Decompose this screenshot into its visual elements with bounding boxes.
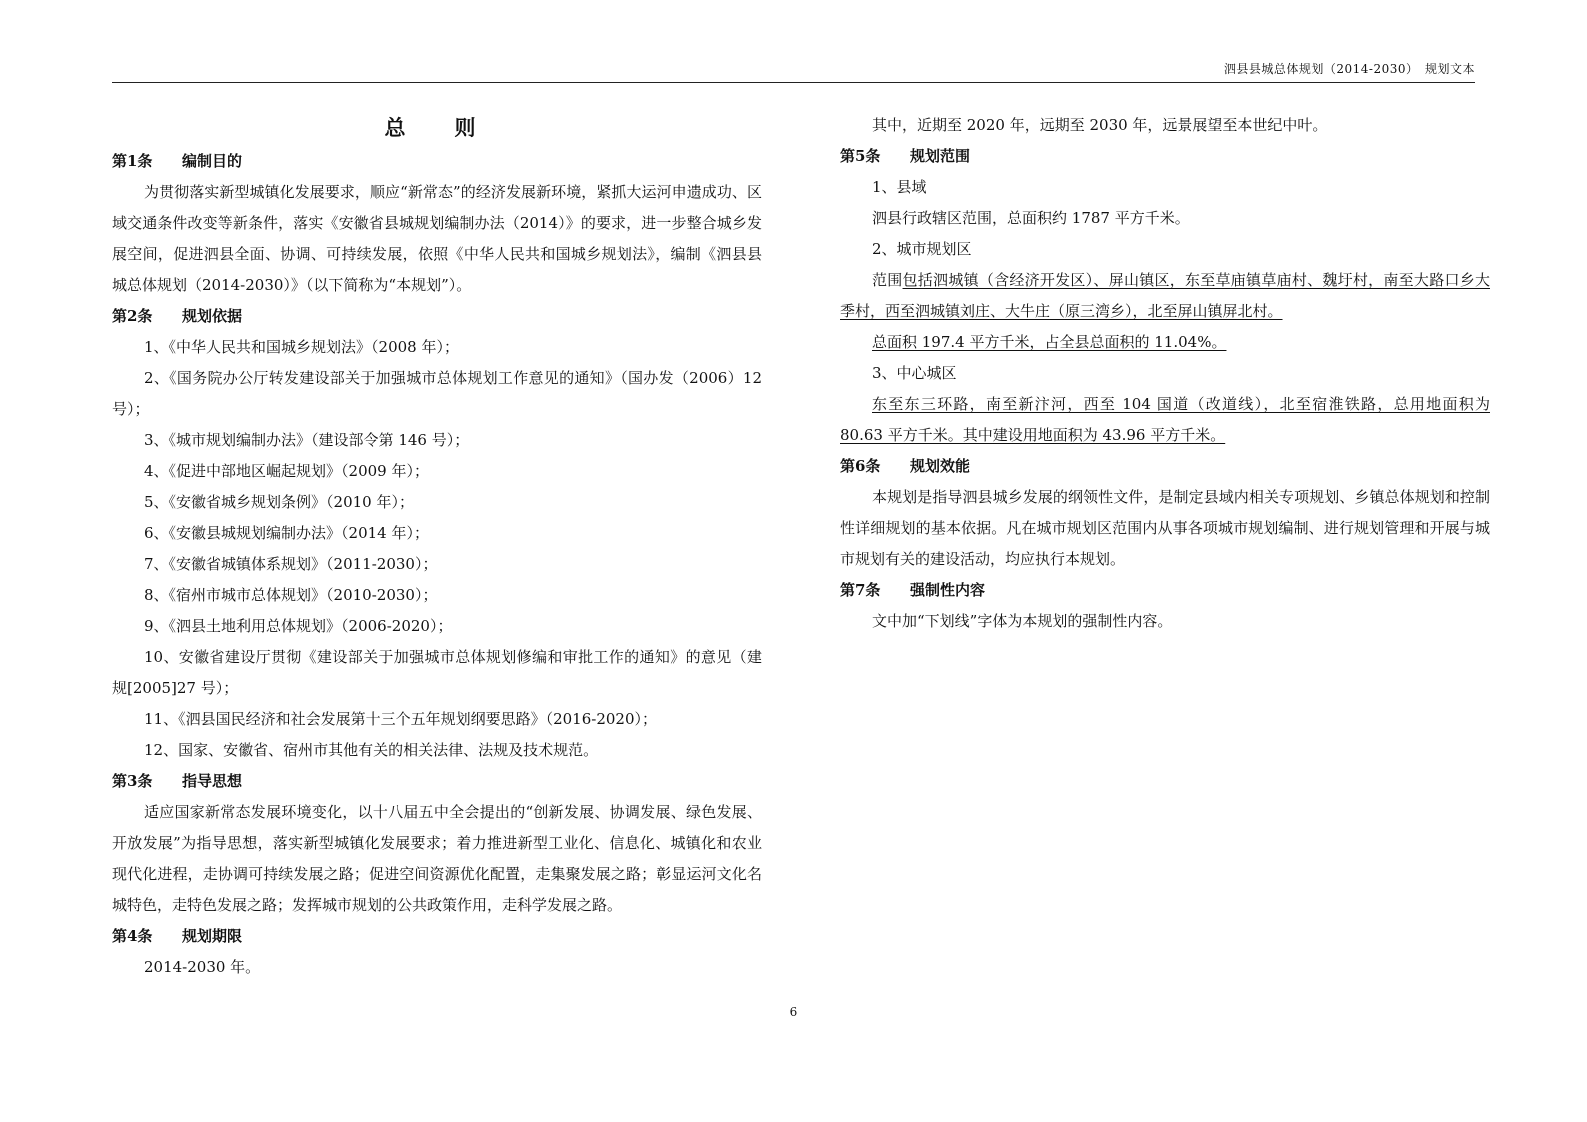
article-5-heading — [840, 141, 1490, 172]
basis-item: 8、《宿州市城市总体规划》（2010-2030）； — [144, 586, 438, 604]
right-column — [840, 110, 1490, 637]
article-3-text: 适应国家新常态发展环境变化，以十八届五中全会提出的“创新发展、协调发展、绿色发展、开放发展”为指导思想，落实新型城镇化发展要求；着力推进新型工业化、信息化、城镇化和农业现代化进程，走协调可持续发展之路；促进空间资源优化配置，走集聚发展之路；彰显运河文化名城特色，走特色发展之路；发挥城市规划的公共政策作用，走科学发展之路。 — [112, 803, 762, 914]
mandatory-text: 总面积 197.4 平方千米，占全县总面积的 11.04%。 — [872, 333, 1227, 351]
article-title: 编制目的 — [182, 152, 243, 170]
article-title: 规划依据 — [182, 307, 243, 325]
article-title: 指导思想 — [182, 772, 243, 790]
article-6-text: 本规划是指导泗县城乡发展的纲领性文件，是制定县域内相关专项规划、乡镇总体规划和控制性详细规划的基本依据。凡在城市规划区范围内从事各项城市规划编制、进行规划管理和开展与城市规划有关的建设活动，均应执行本规划。 — [840, 488, 1490, 568]
basis-item: 12、国家、安徽省、宿州市其他有关的相关法律、法规及技术规范。 — [144, 741, 599, 759]
scope-planning-area-text — [840, 265, 1490, 327]
scope-planning-area-total — [840, 327, 1490, 358]
basis-item: 10、安徽省建设厅贯彻《建设部关于加强城市总体规划修编和审批工作的通知》的意见（建规[2005]27 号）； — [112, 648, 762, 697]
article-1-text: 为贯彻落实新型城镇化发展要求，顺应“新常态”的经济发展新环境，紧抓大运河申遗成功、区域交通条件改变等新条件，落实《安徽省县城规划编制办法（2014）》的要求，进一步整合城乡发展空间，促进泗县全面、协调、可持续发展，依照《中华人民共和国城乡规划法》，编制《泗县县城总体规划（2014-2030）》（以下简称为“本规划”）。 — [112, 183, 762, 294]
article-title: 规划期限 — [182, 927, 243, 945]
article-4-heading — [112, 921, 762, 952]
mandatory-text: 东至东三环路，南至新汴河，西至 104 国道（改道线），北至宿淮铁路，总用地面积为 80.63 平方千米。其中建设用地面积为 43.96 平方千米。 — [840, 395, 1490, 444]
scope-prefix: 范围 — [872, 271, 903, 289]
basis-item: 6、《安徽县城规划编制办法》（2014 年）； — [144, 524, 429, 542]
article-title: 规划范围 — [910, 147, 971, 165]
article-4-continued: 其中，近期至 2020 年，远期至 2030 年，远景展望至本世纪中叶。 — [872, 116, 1328, 134]
article-number: 第4条 — [112, 927, 153, 945]
left-column — [112, 110, 762, 983]
header-title: 泗县县城总体规划（2014-2030） 规划文本 — [1223, 62, 1475, 76]
article-title: 强制性内容 — [910, 581, 986, 599]
basis-item: 5、《安徽省城乡规划条例》（2010 年）； — [144, 493, 414, 511]
basis-item: 9、《泗县土地利用总体规划》（2006-2020）； — [144, 617, 453, 635]
article-7-text: 文中加“下划线”字体为本规划的强制性内容。 — [872, 612, 1173, 630]
article-3-heading — [112, 766, 762, 797]
article-6-heading — [840, 451, 1490, 482]
article-2-heading — [112, 301, 762, 332]
basis-item: 3、《城市规划编制办法》（建设部令第 146 号）； — [144, 431, 470, 449]
basis-item: 7、《安徽省城镇体系规划》（2011-2030）； — [144, 555, 438, 573]
scope-county-label: 1、县域 — [872, 178, 927, 196]
scope-planning-area-label: 2、城市规划区 — [872, 240, 972, 258]
article-number: 第2条 — [112, 307, 153, 325]
basis-item: 1、《中华人民共和国城乡规划法》（2008 年）； — [144, 338, 459, 356]
basis-item: 4、《促进中部地区崛起规划》（2009 年）； — [144, 462, 429, 480]
article-4-text: 2014-2030 年。 — [144, 958, 261, 976]
article-number: 第3条 — [112, 772, 153, 790]
basis-item: 2、《国务院办公厅转发建设部关于加强城市总体规划工作意见的通知》（国办发（2006）12 号）； — [112, 369, 762, 418]
mandatory-text: 包括泗城镇（含经济开发区）、屏山镇区，东至草庙镇草庙村、魏圩村，南至大路口乡大季村，西至泗城镇刘庄、大牛庄（原三湾乡），北至屏山镇屏北村。 — [840, 271, 1490, 320]
page-header — [112, 0, 1475, 83]
scope-central-city-text — [840, 389, 1490, 451]
scope-county-text: 泗县行政辖区范围，总面积约 1787 平方千米。 — [872, 209, 1190, 227]
article-number: 第6条 — [840, 457, 881, 475]
page-title: 总 则 — [384, 115, 490, 140]
article-7-heading — [840, 575, 1490, 606]
article-number: 第1条 — [112, 152, 153, 170]
article-number: 第5条 — [840, 147, 881, 165]
article-1-heading — [112, 146, 762, 177]
article-title: 规划效能 — [910, 457, 971, 475]
basis-item: 11、《泗县国民经济和社会发展第十三个五年规划纲要思路》（2016-2020）； — [144, 710, 658, 728]
page-number: 6 — [789, 1005, 798, 1019]
article-number: 第7条 — [840, 581, 881, 599]
scope-central-city-label: 3、中心城区 — [872, 364, 957, 382]
